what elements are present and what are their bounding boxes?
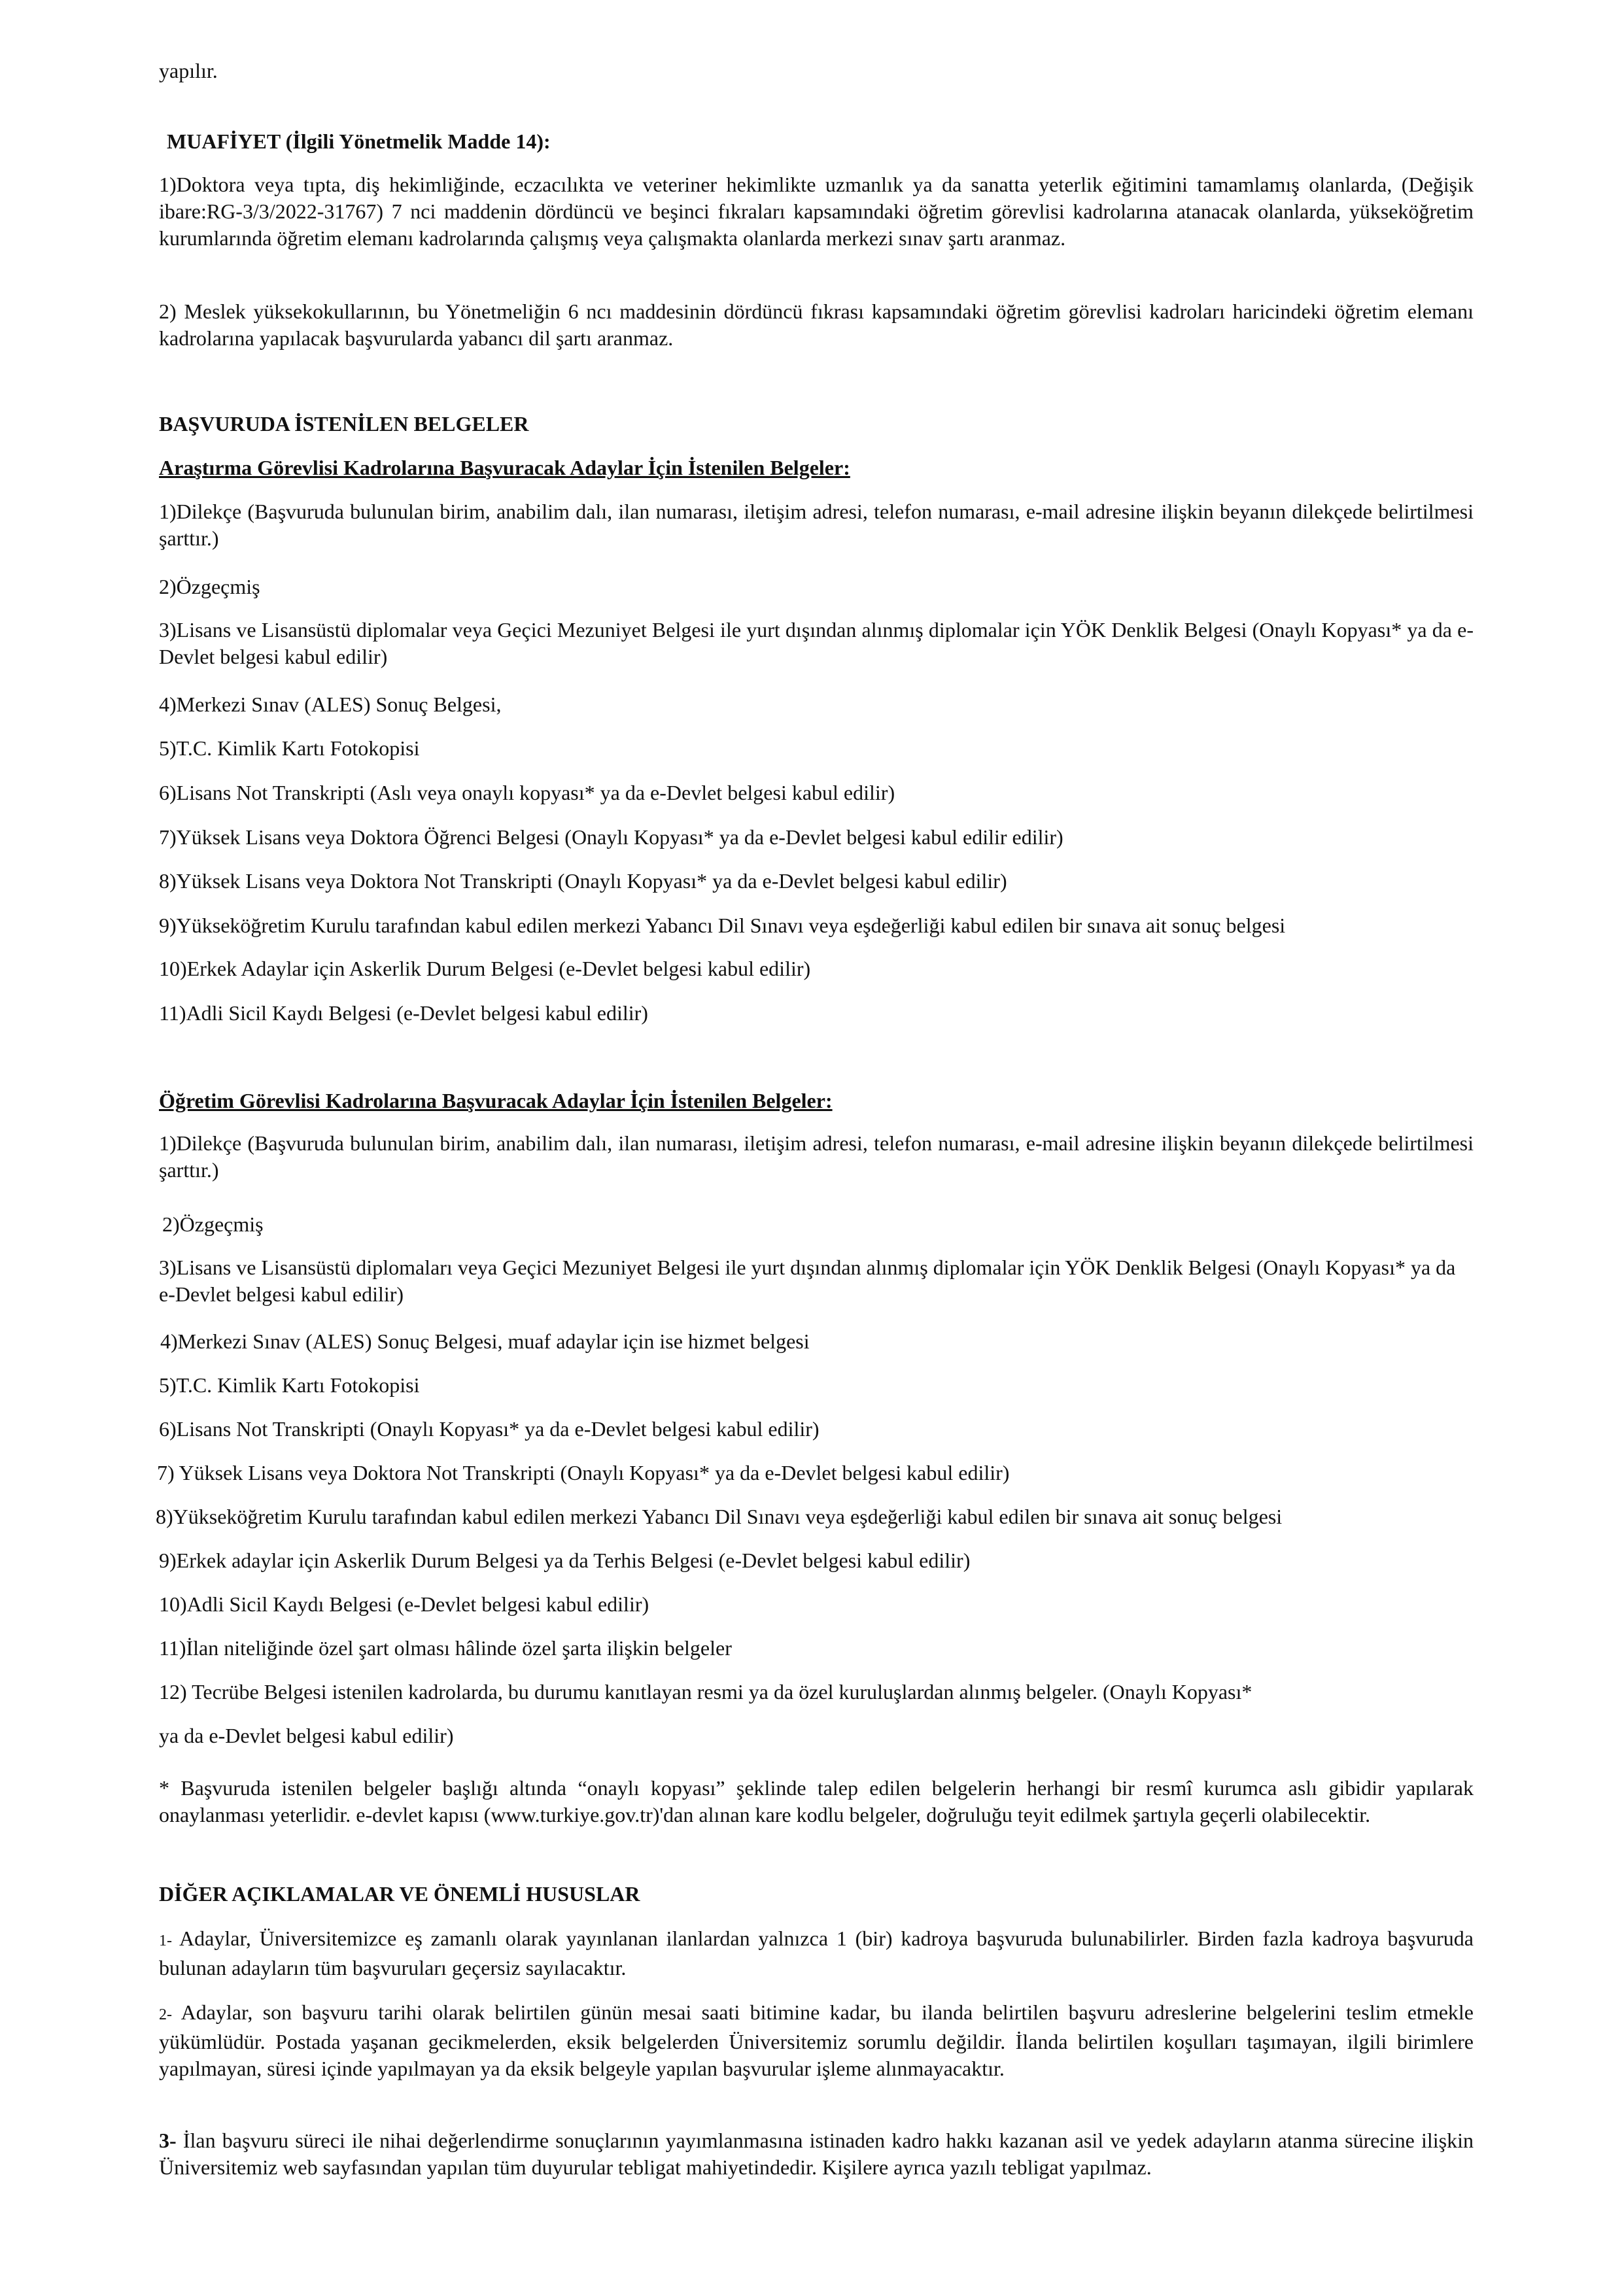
ogretim-item-9: 9)Erkek adaylar için Askerlik Durum Belgesi ya da Terhis Belgesi (e-Devlet belgesi kabul edilir) [159,1549,971,1572]
belgeler-heading: BAŞVURUDA İSTENİLEN BELGELER [159,412,529,436]
muafiyet-item-2: 2) Meslek yüksekokullarının, bu Yönetmeliğin 6 ncı maddesinin dördüncü fıkrası kapsamındaki öğretim görevlisi kadroları haricindeki öğretim elemanı kadrolarına yapılacak başvurularda yabancı dil şartı aranmaz. [159,300,1474,350]
diger-item-2 [159,1999,1474,2082]
diger-item-3-number: 3- [159,2129,177,2152]
ogretim-item-7: 7) Yüksek Lisans veya Doktora Not Transkripti (Onaylı Kopyası* ya da e-Devlet belgesi kabul edilir) [157,1461,1010,1484]
diger-item-2-text: Adaylar, son başvuru tarihi olarak belirtilen günün mesai saati bitimine kadar, bu ilanda belirtilen başvuru adreslerine belgelerini teslim etmekle yükümlüdür. Postada yaşanan gecikmelerden, eksik belgelerden Üniversitemiz sorumlu değildir. İlanda belirtilen koşulları taşımayan, ilgili birimlere yapılmayan, süresi içinde yapılmayan ya da eksik belgeyle yapılan başvurular işleme alınmayacaktır. [159,2000,1474,2080]
muafiyet-heading: MUAFİYET (İlgili Yönetmelik Madde 14): [167,129,551,153]
arastirma-item-11: 11)Adli Sicil Kaydı Belgesi (e-Devlet belgesi kabul edilir) [159,1001,648,1025]
ogretim-item-6: 6)Lisans Not Transkripti (Onaylı Kopyası* ya da e-Devlet belgesi kabul edilir) [159,1417,820,1441]
diger-item-3 [159,2127,1474,2181]
arastirma-item-10: 10)Erkek Adaylar için Askerlik Durum Belgesi (e-Devlet belgesi kabul edilir) [159,957,811,980]
muafiyet-item-1: 1)Doktora veya tıpta, diş hekimliğinde, eczacılıkta ve veteriner hekimlikte uzmanlık ya da sanatta yeterlik eğitimini tamamlamış olanlarda, (Değişik ibare:RG-3/3/2022-31767) 7 nci maddenin dördüncü ve beşinci fıkraları kapsamındaki öğretim görevlisi kadrolarına atanacak olanlarda, yükseköğretim kurumlarında öğretim elemanı kadrolarında çalışmış veya çalışmakta olanlarda merkezi sınav şartı aranmaz. [159,173,1474,250]
diger-item-1-number: 1- [159,1932,172,1949]
arastirma-item-5: 5)T.C. Kimlik Kartı Fotokopisi [159,736,420,760]
ogretim-item-3: 3)Lisans ve Lisansüstü diplomaları veya Geçici Mezuniyet Belgesi ile yurt dışından alınmış diplomalar için YÖK Denklik Belgesi (Onaylı Kopyası* ya da e-Devlet belgesi kabul edilir) [159,1256,1456,1306]
diger-item-2-number: 2- [159,2006,172,2023]
ogretim-item-8: 8)Yükseköğretim Kurulu tarafından kabul edilen merkezi Yabancı Dil Sınavı veya eşdeğerliği kabul edilen bir sınava ait sonuç belgesi [156,1505,1283,1528]
arastirma-item-2: 2)Özgeçmiş [159,575,260,598]
ogretim-item-12-continued: ya da e-Devlet belgesi kabul edilir) [159,1724,454,1747]
ogretim-item-5: 5)T.C. Kimlik Kartı Fotokopisi [159,1373,420,1397]
diger-item-1-text: Adaylar, Üniversitemizce eş zamanlı olarak yayınlanan ilanlardan yalnızca 1 (bir) kadroya başvuruda bulunabilirler. Birden fazla kadroya başvuruda bulunan adayların tüm başvuruları geçersiz sayılacaktır. [159,1927,1474,1979]
diger-heading: DİĞER AÇIKLAMALAR VE ÖNEMLİ HUSUSLAR [159,1882,640,1906]
ogretim-item-4: 4)Merkezi Sınav (ALES) Sonuç Belgesi, muaf adaylar için ise hizmet belgesi [160,1329,810,1353]
arastirma-subheading: Araştırma Görevlisi Kadrolarına Başvuracak Adaylar İçin İstenilen Belgeler: [159,456,850,479]
arastirma-item-4: 4)Merkezi Sınav (ALES) Sonuç Belgesi, [159,693,502,716]
intro-tail: yapılır. [159,59,218,82]
ogretim-item-2: 2)Özgeçmiş [162,1212,264,1236]
ogretim-item-10: 10)Adli Sicil Kaydı Belgesi (e-Devlet belgesi kabul edilir) [159,1592,649,1616]
arastirma-item-9: 9)Yükseköğretim Kurulu tarafından kabul edilen merkezi Yabancı Dil Sınavı veya eşdeğerliği kabul edilen bir sınava ait sonuç belgesi [159,914,1286,937]
diger-item-1 [159,1925,1474,1981]
ogretim-item-11: 11)İlan niteliğinde özel şart olması hâlinde özel şarta ilişkin belgeler [159,1636,732,1660]
ogretim-subheading: Öğretim Görevlisi Kadrolarına Başvuracak Adaylar İçin İstenilen Belgeler: [159,1089,833,1112]
arastirma-item-3: 3)Lisans ve Lisansüstü diplomalar veya Geçici Mezuniyet Belgesi ile yurt dışından alınmış diplomalar için YÖK Denklik Belgesi (Onaylı Kopyası* ya da e-Devlet belgesi kabul edilir) [159,618,1474,668]
arastirma-item-1: 1)Dilekçe (Başvuruda bulunulan birim, anabilim dalı, ilan numarası, iletişim adresi, telefon numarası, e-mail adresine ilişkin beyanın dilekçede belirtilmesi şarttır.) [159,500,1474,550]
arastirma-item-6: 6)Lisans Not Transkripti (Aslı veya onaylı kopyası* ya da e-Devlet belgesi kabul edilir) [159,781,895,804]
footnote: * Başvuruda istenilen belgeler başlığı altında “onaylı kopyası” şeklinde talep edilen belgelerin herhangi bir resmî kurumca aslı gibidir yapılarak onaylanması yeterlidir. e-devlet kapısı (www.turkiye.gov.tr)'dan alınan kare kodlu belgeler, doğruluğu teyit edilmek şartıyla geçerli olabilecektir. [159,1776,1474,1826]
diger-item-3-text: İlan başvuru süreci ile nihai değerlendirme sonuçlarının yayımlanmasına istinaden kadro hakkı kazanan asil ve yedek adayların atanma sürecine ilişkin Üniversitemiz web sayfasından yapılan tüm duyurular tebligat mahiyetindedir. Kişilere ayrıca yazılı tebligat yapılmaz. [159,2129,1474,2179]
ogretim-item-12: 12) Tecrübe Belgesi istenilen kadrolarda, bu durumu kanıtlayan resmi ya da özel kuruluşlardan alınmış belgeler. (Onaylı Kopyası* [159,1680,1253,1704]
ogretim-item-1: 1)Dilekçe (Başvuruda bulunulan birim, anabilim dalı, ilan numarası, iletişim adresi, telefon numarası, e-mail adresine ilişkin beyanın dilekçede belirtilmesi şarttır.) [159,1131,1474,1182]
arastirma-item-7: 7)Yüksek Lisans veya Doktora Öğrenci Belgesi (Onaylı Kopyası* ya da e-Devlet belgesi kabul edilir edilir) [159,825,1063,849]
arastirma-item-8: 8)Yüksek Lisans veya Doktora Not Transkripti (Onaylı Kopyası* ya da e-Devlet belgesi kabul edilir) [159,869,1007,893]
